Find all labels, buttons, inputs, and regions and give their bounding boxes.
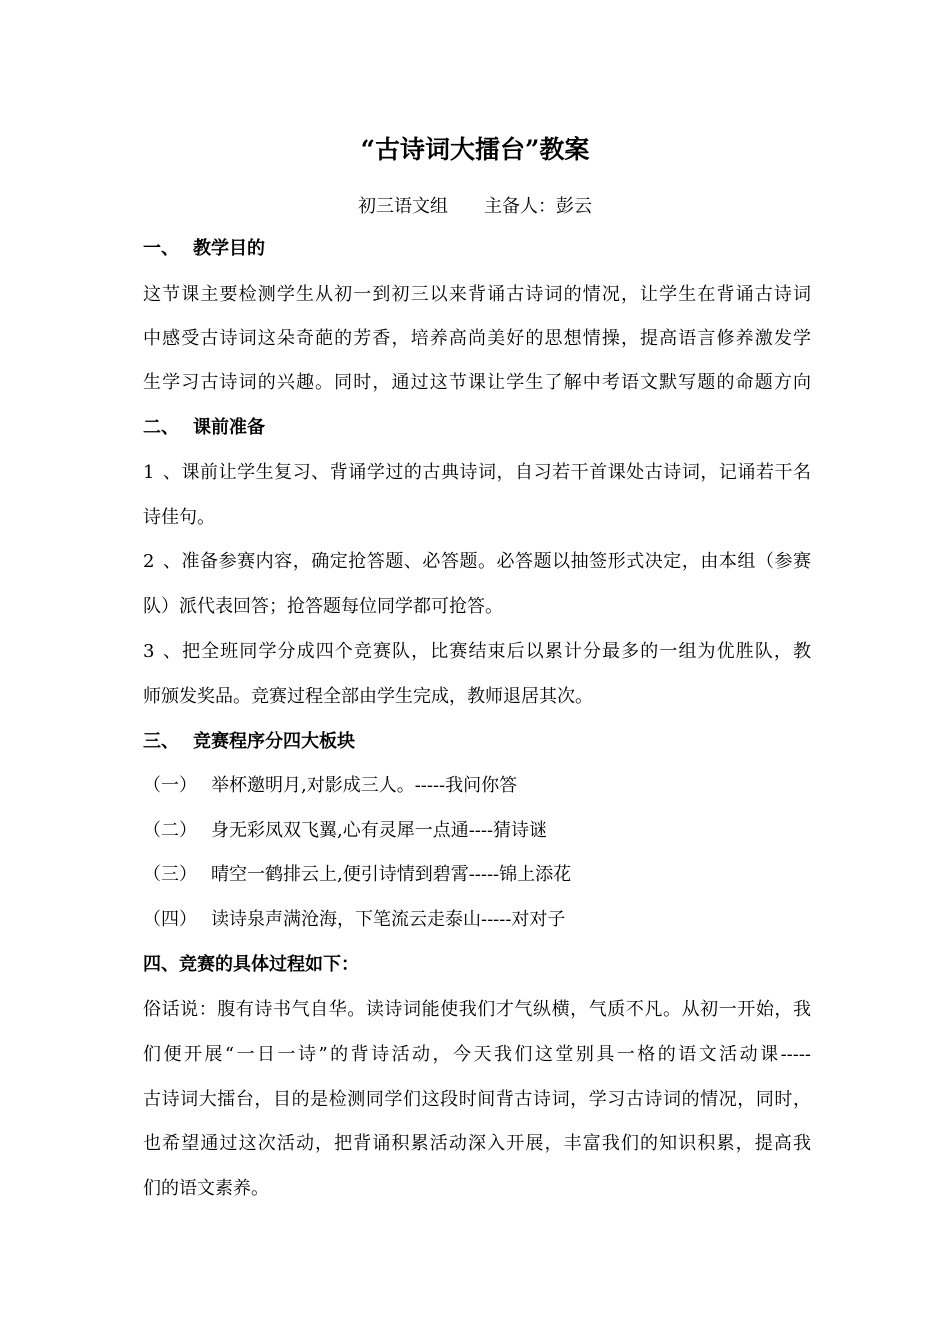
paragraph-line: 古诗词大擂台，目的是检测同学们这段时间背古诗词，学习古诗词的情况，同时， — [143, 1089, 811, 1110]
list-item-3-line-1 — [143, 639, 811, 665]
paragraph-line: 们便开展“一日一诗”的背诗活动，今天我们这堂别具一格的语文活动课----- — [143, 1044, 811, 1065]
section-number: 三、 — [143, 731, 179, 752]
list-item-2-line-1 — [143, 549, 811, 575]
program-item-text: 举杯邀明月,对影成三人。-----我问你答 — [211, 775, 518, 796]
paragraph-line: 中感受古诗词这朵奇葩的芳香，培养高尚美好的思想情操，提高语言修养激发学 — [143, 328, 811, 349]
list-item-number: 3、 — [143, 641, 181, 662]
list-item-2-line-2: 队）派代表回答；抢答题每位同学都可抢答。 — [143, 596, 503, 617]
section-heading-3 — [143, 729, 811, 755]
list-item-text: 课前让学生复习、背诵学过的古典诗词，自习若干首课处古诗词，记诵若干名 — [181, 462, 811, 483]
program-item-4 — [143, 907, 811, 933]
program-item-2 — [143, 818, 811, 844]
section-number: 二、 — [143, 417, 179, 438]
program-item-number: （三） — [143, 864, 197, 885]
document-subtitle — [0, 194, 950, 220]
list-item-3-line-2: 师颁发奖品。竞赛过程全部由学生完成，教师退居其次。 — [143, 686, 593, 707]
program-item-3 — [143, 862, 811, 888]
paragraph-line: 生学习古诗词的兴趣。同时，通过这节课让学生了解中考语文默写题的命题方向 — [143, 372, 811, 393]
list-item-number: 2、 — [143, 551, 181, 572]
program-item-number: （一） — [143, 775, 197, 796]
program-item-text: 读诗泉声满沧海，下笔流云走泰山-----对对子 — [211, 909, 566, 930]
program-item-text: 身无彩凤双飞翼,心有灵犀一点通----猜诗谜 — [211, 820, 548, 841]
paragraph-line: 俗话说：腹有诗书气自华。读诗词能使我们才气纵横，气质不凡。从初一开始，我 — [143, 999, 811, 1020]
list-item-number: 1、 — [143, 462, 181, 483]
program-item-1 — [143, 773, 811, 799]
program-item-number: （四） — [143, 909, 197, 930]
paragraph-line: 们的语文素养。 — [143, 1178, 269, 1199]
paragraph-line: 也希望通过这次活动，把背诵积累活动深入开展，丰富我们的知识积累，提高我 — [143, 1133, 811, 1154]
list-item-text: 准备参赛内容，确定抢答题、必答题。必答题以抽签形式决定，由本组（参赛 — [181, 551, 811, 572]
section-title: 课前准备 — [193, 417, 265, 438]
list-item-1-line-1 — [143, 460, 811, 486]
section-title: 竞赛程序分四大板块 — [193, 731, 355, 752]
list-item-text: 把全班同学分成四个竞赛队，比赛结束后以累计分最多的一组为优胜队，教 — [181, 641, 811, 662]
author-preparer: 主备人：彭云 — [484, 196, 592, 217]
document-title: “古诗词大擂台”教案 — [360, 135, 590, 164]
paragraph-line: 这节课主要检测学生从初一到初三以来背诵古诗词的情况，让学生在背诵古诗词 — [143, 284, 811, 305]
program-item-number: （二） — [143, 820, 197, 841]
program-item-text: 晴空一鹤排云上,便引诗情到碧霄-----锦上添花 — [211, 864, 572, 885]
section-heading-1 — [143, 236, 811, 262]
section-heading-4: 四、竞赛的具体过程如下： — [143, 954, 359, 975]
author-group: 初三语文组 — [358, 196, 448, 217]
list-item-1-line-2: 诗佳句。 — [143, 507, 215, 528]
section-title: 教学目的 — [193, 238, 265, 259]
section-number: 一、 — [143, 238, 179, 259]
section-heading-2 — [143, 415, 811, 441]
